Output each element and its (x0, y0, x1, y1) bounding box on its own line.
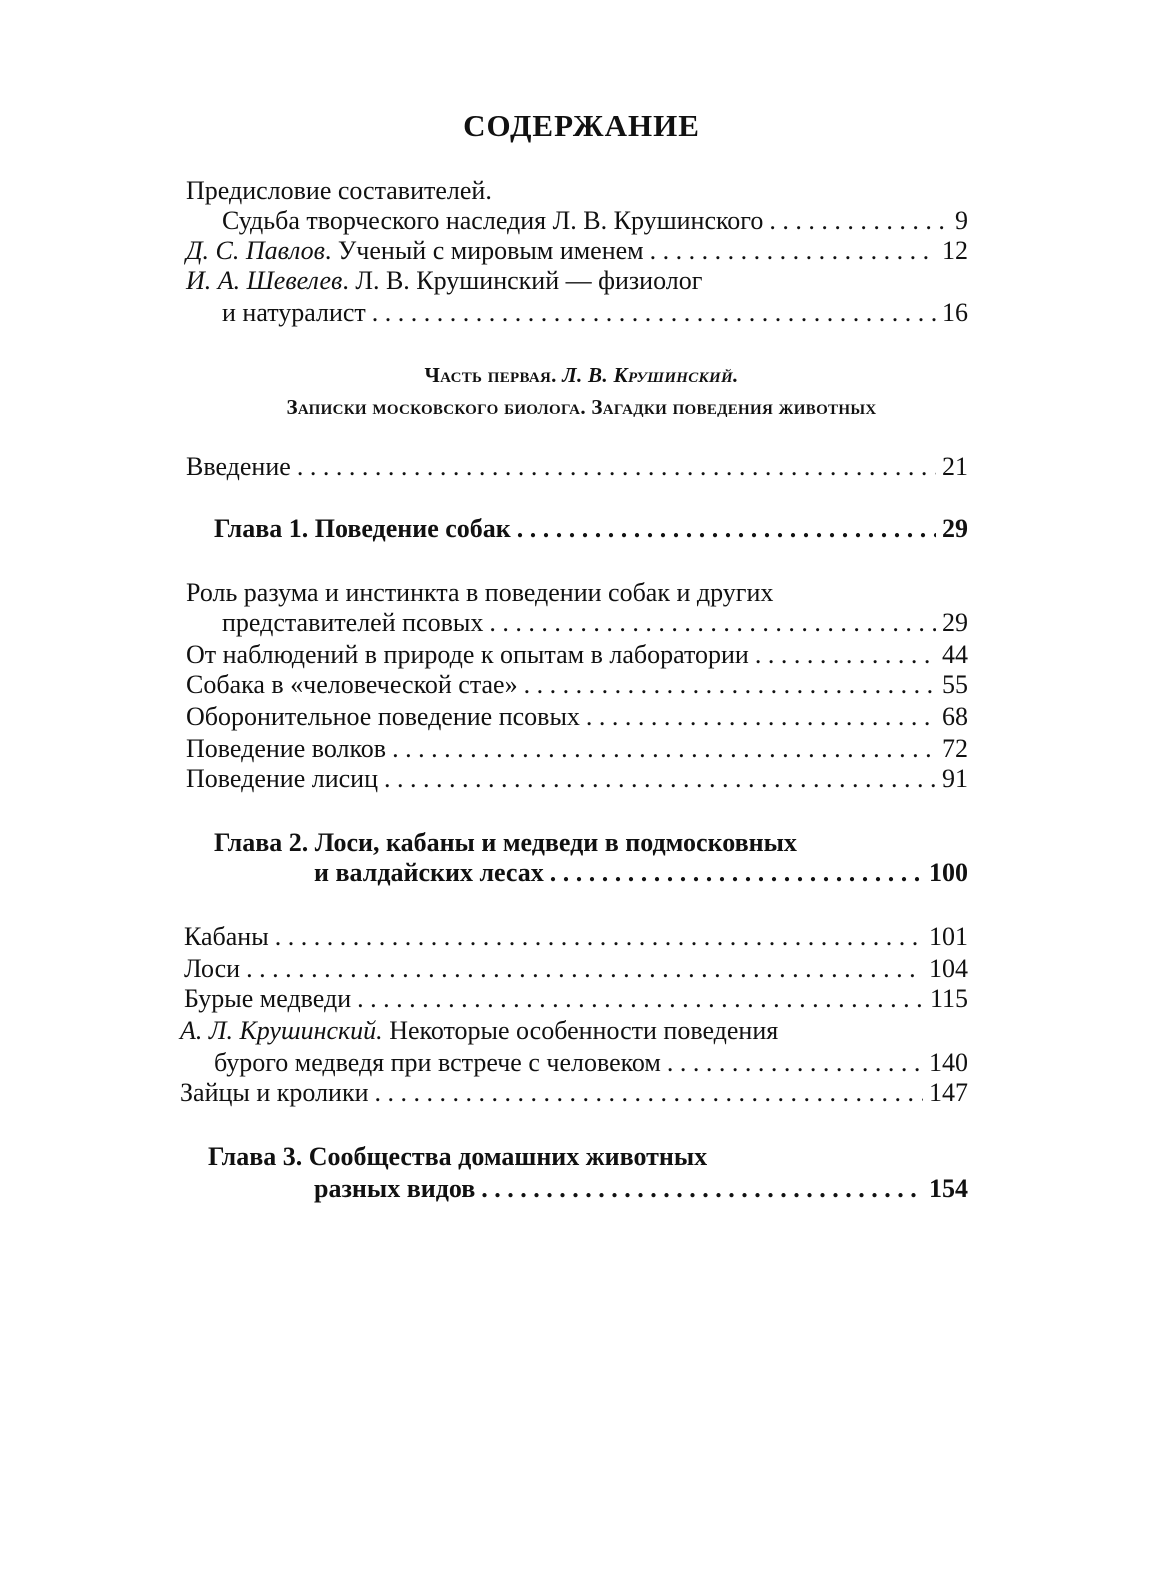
toc-leader-dots (372, 298, 936, 328)
toc-page-number: 21 (942, 452, 968, 481)
toc-page-number: 9 (955, 206, 968, 235)
toc-entry-text: Зайцы и кролики (180, 1078, 369, 1107)
toc-page-number: 91 (942, 764, 968, 793)
toc-entry-text: Оборонительное поведение псовых (186, 702, 580, 731)
toc-entry-intro (186, 452, 968, 482)
toc-leader-dots (550, 858, 923, 888)
toc-entry (184, 922, 968, 952)
toc-page-number: 100 (929, 858, 968, 887)
toc-entry-text: и натуралист (222, 298, 366, 327)
toc-page-number: 147 (929, 1078, 968, 1107)
toc-entry-text: Поведение волков (186, 734, 387, 763)
toc-entry-text (186, 266, 702, 296)
toc-entry (180, 1078, 968, 1108)
toc-entry-author: А. Л. Крушинский. (180, 1016, 383, 1045)
toc-entry-text: Лоси (184, 954, 241, 983)
part-label: Часть первая. (424, 363, 563, 387)
part-heading (0, 362, 1163, 388)
toc-page-number: 55 (942, 670, 968, 699)
toc-entry (186, 702, 968, 732)
toc-entry-shevelev-cont (222, 298, 968, 328)
toc-page-number: 29 (942, 514, 968, 543)
toc-entry-title: Некоторые особенности поведения (382, 1016, 779, 1045)
toc-chapter-1 (214, 514, 968, 544)
toc-page-number: 115 (929, 984, 968, 1013)
toc-entry (186, 670, 968, 700)
toc-leader-dots (246, 954, 923, 984)
toc-entry-text: Бурые медведи (184, 984, 352, 1013)
toc-entry (184, 984, 968, 1014)
toc-page-number: 29 (942, 608, 968, 637)
toc-entry (186, 640, 968, 670)
toc-page-number: 101 (929, 922, 968, 951)
toc-entry-text: От наблюдений в природе к опытам в лаборатории (186, 640, 749, 669)
toc-leader-dots (392, 734, 936, 764)
toc-page-number: 104 (929, 954, 968, 983)
toc-entry-text: Кабаны (184, 922, 269, 951)
toc-leader-dots (667, 1048, 923, 1078)
toc-page-number: 12 (942, 236, 968, 265)
toc-leader-dots (517, 514, 936, 544)
toc-entry-text: Предисловие составителей. (186, 176, 492, 205)
toc-entry (180, 1016, 966, 1046)
toc-entry-preface (186, 176, 966, 206)
toc-page-number: 140 (929, 1048, 968, 1077)
toc-chapter-3-cont (314, 1174, 968, 1204)
toc-entry-pavlov (186, 236, 968, 266)
toc-entry (184, 954, 968, 984)
toc-entry-title: . Ученый с мировым именем (324, 236, 644, 265)
toc-leader-dots (755, 640, 936, 670)
toc-entry-text: Роль разума и инстинкта в поведении собак и других (186, 578, 774, 607)
toc-entry-text: Введение (186, 452, 291, 481)
toc-leader-dots (524, 670, 936, 700)
toc-leader-dots (650, 236, 936, 266)
toc-page-number: 72 (942, 734, 968, 763)
toc-page-number: 68 (942, 702, 968, 731)
toc-leader-dots (489, 608, 936, 638)
toc-entry-text: Судьба творческого наследия Л. В. Крушинского (222, 206, 764, 235)
toc-leader-dots (275, 922, 923, 952)
toc-entry-author: Д. С. Павлов (186, 236, 325, 265)
toc-entry-cont (222, 608, 968, 638)
toc-entry-author: И. А. Шевелев (186, 266, 343, 295)
part-subtitle: Записки московского биолога. Загадки поведения животных (286, 395, 877, 419)
toc-leader-dots (384, 764, 936, 794)
page-title: СОДЕРЖАНИЕ (463, 108, 700, 143)
toc-chapter-3 (208, 1142, 966, 1172)
toc-entry-shevelev (186, 266, 966, 296)
toc-entry (186, 734, 968, 764)
toc-entry (186, 578, 966, 608)
toc-entry-text (180, 1016, 778, 1046)
toc-entry-text (186, 236, 644, 266)
toc-page-number: 16 (942, 298, 968, 327)
toc-entry (186, 764, 968, 794)
chapter-title: Глава 1. Поведение собак (214, 514, 511, 543)
toc-entry-text: Собака в «человеческой стае» (186, 670, 518, 699)
toc-chapter-2 (214, 828, 966, 858)
chapter-title: Глава 3. Сообщества домашних животных (208, 1142, 708, 1171)
chapter-title: и валдайских лесах (314, 858, 544, 887)
toc-leader-dots (297, 452, 936, 482)
toc-page-number: 154 (929, 1174, 968, 1203)
toc-entry-text: представителей псовых (222, 608, 484, 637)
toc-leader-dots (586, 702, 936, 732)
toc-chapter-2-cont (314, 858, 968, 888)
toc-entry-cont (214, 1048, 968, 1078)
toc-entry-title: . Л. В. Крушинский — физиолог (342, 266, 703, 295)
part-author: Л. В. Крушинский. (562, 363, 739, 387)
toc-leader-dots (481, 1174, 923, 1204)
toc-entry-text: бурого медведя при встрече с человеком (214, 1048, 661, 1077)
toc-entry-text: Поведение лисиц (186, 764, 378, 793)
toc-leader-dots (769, 206, 949, 236)
toc-page-number: 44 (942, 640, 968, 669)
chapter-title: Глава 2. Лоси, кабаны и медведи в подмосковных (214, 828, 797, 857)
toc-leader-dots (357, 984, 924, 1014)
toc-entry-preface-cont (222, 206, 968, 236)
toc-leader-dots (375, 1078, 924, 1108)
chapter-title: разных видов (314, 1174, 476, 1203)
